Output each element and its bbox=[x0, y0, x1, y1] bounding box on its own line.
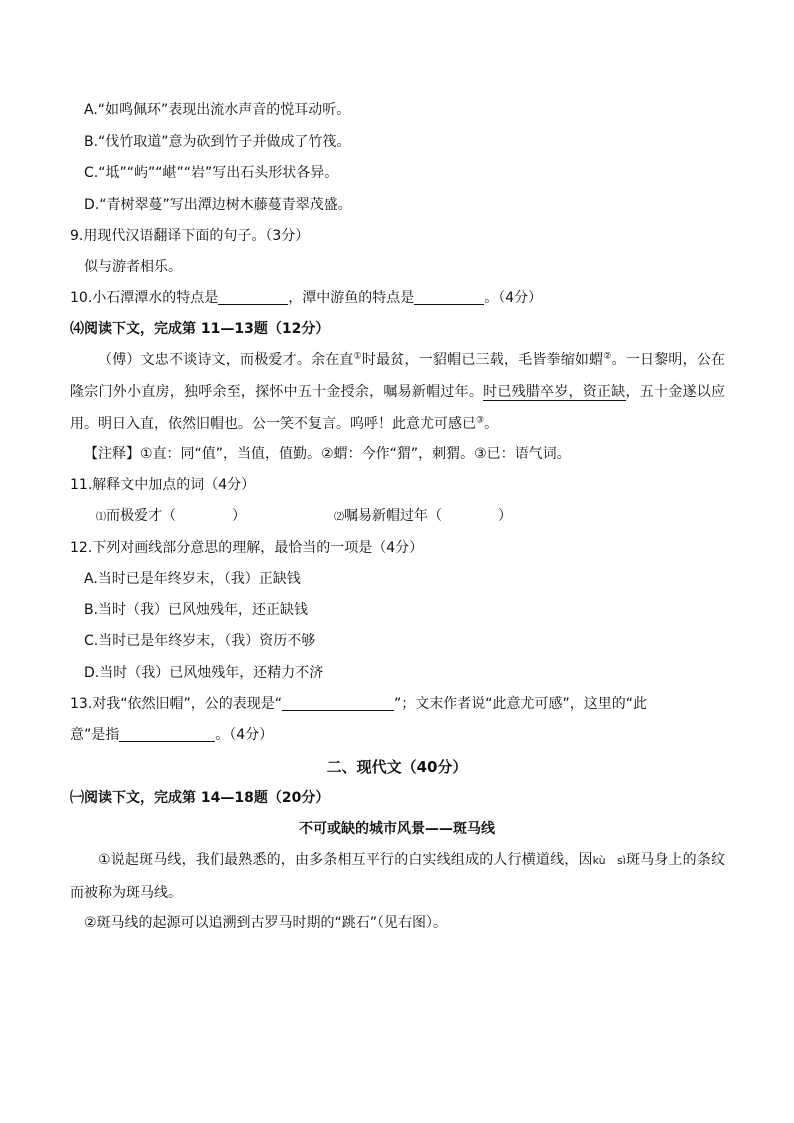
q8-option-a: A.“如鸣佩环”表现出流水声音的悦耳动听。 bbox=[84, 102, 351, 118]
article-title: 不可或缺的城市风景——斑马线 bbox=[299, 821, 495, 837]
q10-blank-2[interactable] bbox=[414, 288, 484, 305]
q10-text-3: 。（4分） bbox=[484, 290, 543, 306]
article-paragraph-1: ①说起斑马线，我们最熟悉的，由多条相互平行的白实线组成的人行横道线，因kù sì斑马身上的条纹而被称为斑马线。 bbox=[70, 852, 725, 901]
section-4-heading: ⑷阅读下文，完成第 11—13题（12分） bbox=[70, 321, 330, 337]
note-marker-1: ① bbox=[353, 351, 362, 362]
modern-reading-heading: ㈠阅读下文，完成第 14—18题（20分） bbox=[70, 790, 330, 806]
q11-item-2: 嘱易新帽过年（ bbox=[344, 508, 442, 524]
q8-option-b: B.“伐竹取道”意为砍到竹子并做成了竹筏。 bbox=[84, 134, 351, 150]
q12-option-d: D.当时（我）已风烛残年，还精力不济 bbox=[84, 665, 324, 681]
classical-passage: （傅）文忠不谈诗文，而极爱才。余在直①时最贫，一貂帽已三载，毛皆拳缩如蝟②。一日黎明，公在隆宗门外小直房，独呼余至，探怀中五十金授余，嘱易新帽过年。时已残腊卒岁，资正缺，五十金遂以应用。明日入直，依然旧帽也。公一笑不复言。呜呼！此意尤可感已③。 bbox=[70, 351, 726, 432]
q9-prompt: 9.用现代汉语翻译下面的句子。（3分） bbox=[70, 228, 310, 244]
q11-items: ⑴而极爱才（ ） ⑵嘱易新帽过年（ ） bbox=[96, 508, 512, 524]
q10-blank-1[interactable] bbox=[218, 288, 288, 305]
q10-text-1: 10.小石潭潭水的特点是 bbox=[70, 290, 219, 306]
q13-line-2: 意”是指 。（4分） bbox=[70, 727, 274, 743]
note-marker-2: ② bbox=[603, 351, 612, 362]
q10-question bbox=[70, 287, 542, 309]
q11-item-1: 而极爱才（ bbox=[106, 508, 176, 524]
q11-prompt: 11.解释文中加点的词（4分） bbox=[70, 477, 256, 493]
q10-text-2: ，潭中游鱼的特点是 bbox=[288, 290, 415, 306]
q13-blank-1[interactable] bbox=[282, 694, 394, 711]
q12-option-a: A.当时已是年终岁末，（我）正缺钱 bbox=[84, 571, 301, 587]
q12-option-c: C.当时已是年终岁末，（我）资历不够 bbox=[84, 633, 316, 649]
pinyin-annotation: kù sì bbox=[592, 854, 626, 867]
q13-blank-2[interactable] bbox=[119, 725, 215, 742]
q12-option-b: B.当时（我）已风烛残年，还正缺钱 bbox=[84, 602, 309, 618]
passage-notes: 【注释】①直：同“值”，当值，值勤。②蝟：今作“猬”，刺猬。③已：语气词。 bbox=[84, 446, 571, 462]
q8-option-d: D.“青树翠蔓”写出潭边树木藤蔓青翠茂盛。 bbox=[84, 197, 352, 213]
q13-line-1: 13.对我“依然旧帽”，公的表现是“ ”；文末作者说“此意尤可感”，这里的“此 bbox=[70, 696, 648, 712]
note-marker-3: ③ bbox=[476, 415, 485, 426]
q9-sentence: 似与游者相乐。 bbox=[84, 259, 182, 275]
modern-section-title: 二、现代文（40分） bbox=[326, 758, 468, 776]
q8-option-c: C.“坻”“屿”“嵁”“岩”写出石头形状各异。 bbox=[84, 165, 339, 181]
q12-prompt: 12.下列对画线部分意思的理解，最恰当的一项是（4分） bbox=[70, 540, 424, 556]
underlined-phrase: 时已残腊卒岁，资正缺 bbox=[483, 384, 626, 400]
article-paragraph-2: ②斑马线的起源可以追溯到古罗马时期的“跳石”（见右图）。 bbox=[84, 915, 448, 931]
